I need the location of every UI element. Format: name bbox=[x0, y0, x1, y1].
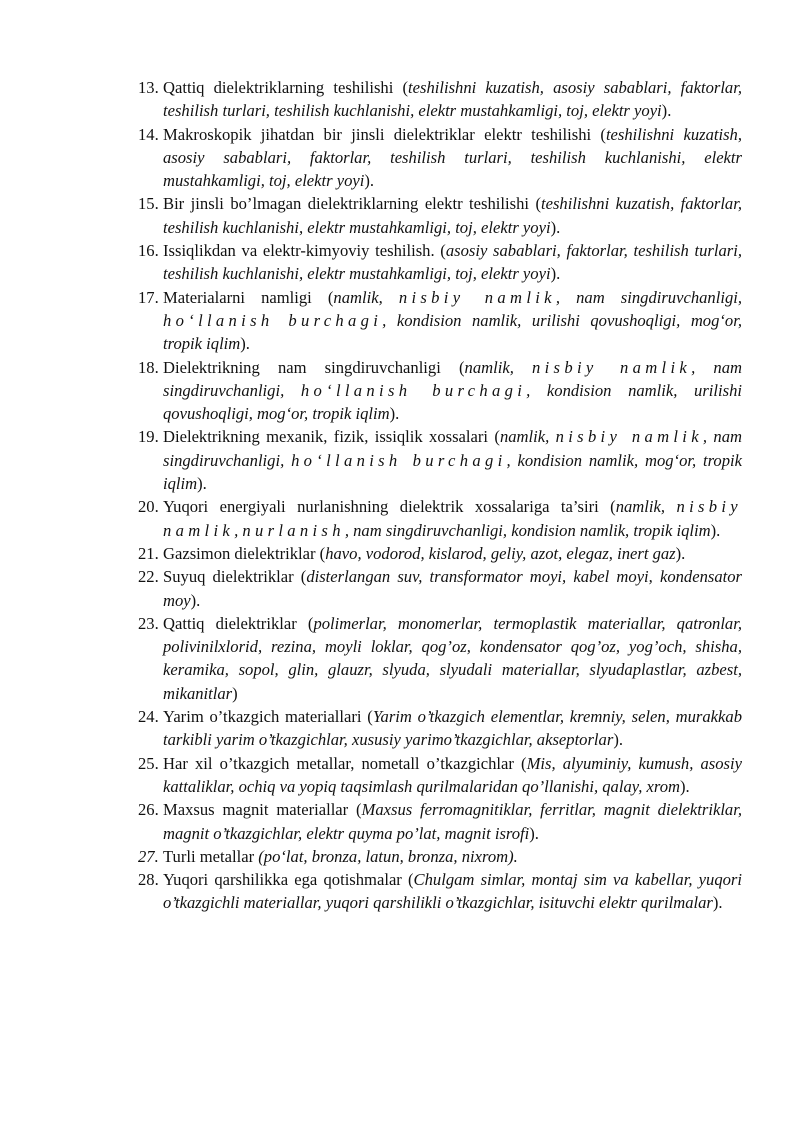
item-detail: teshilishni kuzatish, asosiy sabablari, faktorlar, teshilish turlari, teshilish kuchlanishi, elektr mustahkamligi, toj, elektr yoyi bbox=[163, 78, 742, 121]
item-number: 25. bbox=[138, 753, 159, 773]
item-tail: ). bbox=[389, 404, 400, 424]
item-number: 27. bbox=[138, 846, 159, 866]
item-detail-part-3: , kondision namlik, mog‘or, tropik iqlim bbox=[163, 450, 742, 494]
item-title: Yarim o’tkazgich materiallari ( bbox=[163, 707, 373, 727]
item-title: Qattiq dielektriklar ( bbox=[163, 613, 314, 633]
item-title: Issiqlikdan va elektr-kimyoviy teshilish. ( bbox=[163, 241, 446, 261]
item-title: Maxsus magnit materiallar ( bbox=[163, 800, 362, 820]
item-detail-spaced-1: nisbiy namlik bbox=[532, 357, 692, 377]
item-tail: ). bbox=[550, 217, 561, 237]
item-title: Turli metallar bbox=[163, 846, 259, 866]
list-item-14 bbox=[138, 123, 742, 193]
item-detail-part-2: , nam singdiruvchanligi, bbox=[163, 427, 743, 470]
item-title: Suyuq dielektriklar ( bbox=[163, 567, 307, 587]
item-detail: disterlangan suv, transformator moyi, kabel moyi, kondensator moy bbox=[163, 567, 742, 610]
item-number: 16. bbox=[138, 241, 159, 261]
item-title: Bir jinsli bo’lmagan dielektriklarning elektr teshilishi ( bbox=[163, 194, 541, 214]
list-item-13 bbox=[138, 76, 742, 123]
item-detail-part-3: , kondision namlik, urilishi qovushoqligi, mog‘or, tropik iqlim bbox=[163, 380, 742, 424]
item-detail: Yarim o’tkazgich elementlar, kremniy, selen, murakkab tarkibli yarim o’tkazgichlar, xususiy yarimo’tkazgichlar, akseptorlar bbox=[163, 707, 742, 750]
list-item-24 bbox=[138, 705, 742, 752]
topic-list bbox=[138, 76, 742, 915]
item-detail: havo, vodorod, kislarod, geliy, azot, elegaz, inert gaz bbox=[325, 543, 676, 563]
item-tail: ). bbox=[240, 334, 250, 354]
item-title: Materialarni namligi ( bbox=[163, 287, 334, 307]
item-title: Har xil o’tkazgich metallar, nometall o’tkazgichlar ( bbox=[163, 753, 527, 773]
item-title: Dielektrikning nam singdiruvchanligi ( bbox=[163, 357, 465, 377]
list-item-18 bbox=[138, 356, 742, 426]
item-number: 15. bbox=[138, 194, 159, 214]
list-item-20 bbox=[138, 495, 742, 542]
item-number: 20. bbox=[138, 497, 159, 517]
list-item-16 bbox=[138, 239, 742, 286]
item-tail: ) bbox=[232, 683, 238, 703]
item-number: 18. bbox=[138, 357, 159, 377]
item-detail-part-3: , nam singdiruvchanligi, kondision namlik, tropik iqlim bbox=[344, 520, 711, 540]
item-number: 28. bbox=[138, 870, 159, 890]
list-item-25 bbox=[138, 752, 742, 799]
item-tail: ). bbox=[661, 101, 672, 121]
list-item-17 bbox=[138, 286, 742, 356]
item-detail: (po‘lat, bronza, latun, bronza, nixrom). bbox=[258, 846, 518, 866]
item-detail-part-2: , bbox=[234, 520, 243, 540]
item-title: Qattiq dielektriklarning teshilishi ( bbox=[163, 78, 409, 97]
item-detail-spaced-2: nurlanish bbox=[242, 520, 345, 540]
item-detail-part-1: namlik, bbox=[333, 287, 399, 307]
list-item-28 bbox=[138, 868, 742, 915]
item-detail-part-1: namlik, bbox=[615, 497, 677, 517]
item-title: Makroskopik jihatdan bir jinsli dielektriklar elektr teshilishi ( bbox=[163, 124, 606, 144]
item-detail-spaced-1: nisbiy namlik bbox=[555, 427, 703, 447]
item-detail-part-1: namlik, bbox=[464, 357, 533, 377]
item-number: 14. bbox=[138, 124, 159, 144]
item-number: 22. bbox=[138, 567, 159, 587]
item-tail: ). bbox=[710, 520, 721, 540]
list-item-19 bbox=[138, 425, 742, 495]
item-detail: Chulgam simlar, montaj sim va kabellar, yuqori o’tkazgichli materiallar, yuqori qarshilikli o’tkazgichlar, isituvchi elektr qurilmalar bbox=[163, 870, 742, 913]
item-number: 19. bbox=[138, 427, 159, 447]
item-detail: Mis, alyuminiy, kumush, asosiy kattaliklar, ochiq va yopiq taqsimlash qurilmalaridan qo’llanishi, qalay, xrom bbox=[163, 753, 742, 796]
list-item-22 bbox=[138, 565, 742, 612]
item-number: 26. bbox=[138, 800, 159, 820]
item-number: 23. bbox=[138, 613, 159, 633]
list-item-21 bbox=[138, 542, 742, 565]
item-detail-part-3: , kondision namlik, urilishi qovushoqligi, mog‘or, tropik iqlim bbox=[163, 310, 742, 354]
item-tail: ). bbox=[712, 893, 723, 913]
item-detail: Maxsus ferromagnitiklar, ferritlar, magnit dielektriklar, magnit o’tkazgichlar, elektr quyma po’lat, magnit isrofi bbox=[163, 800, 742, 843]
item-tail: ). bbox=[680, 776, 690, 796]
list-item-23 bbox=[138, 612, 742, 705]
list-item-27 bbox=[138, 845, 742, 868]
item-detail-spaced-1: nisbiy namlik bbox=[163, 497, 742, 540]
item-number: 21. bbox=[138, 543, 159, 563]
item-tail: ). bbox=[197, 474, 207, 494]
item-title: Yuqori qarshilikka ega qotishmalar ( bbox=[163, 870, 414, 890]
item-tail: ). bbox=[190, 590, 201, 610]
item-detail-part-1: namlik, bbox=[499, 427, 556, 447]
item-number: 24. bbox=[138, 707, 159, 727]
item-detail-spaced-2: ho‘llanish burchagi bbox=[300, 380, 527, 400]
item-number: 17. bbox=[138, 287, 159, 307]
item-title: Yuqori energiyali nurlanishning dielektrik xossalariga ta’siri ( bbox=[163, 497, 616, 517]
item-detail: teshilishni kuzatish, asosiy sabablari, faktorlar, teshilish turlari, teshilish kuchlanishi, elektr mustahkamligi, toj, elektr yoyi bbox=[163, 124, 742, 191]
item-tail: ). bbox=[364, 171, 375, 191]
item-title: Dielektrikning mexanik, fizik, issiqlik xossalari ( bbox=[163, 427, 500, 447]
item-title: Gazsimon dielektriklar ( bbox=[163, 543, 326, 563]
list-item-26 bbox=[138, 798, 742, 845]
item-detail: polimerlar, monomerlar, termoplastik materiallar, qatronlar, polivinilxlorid, rezina, moyli loklar, qog’oz, kondensator qog’oz, yog’och, shisha, keramika, sopol, glin, glauzr, slyuda, slyudali materiallar, slyudaplastlar, azbest, mikanitlar bbox=[163, 613, 742, 703]
item-detail-part-2: , nam singdiruvchanligi, bbox=[163, 357, 742, 400]
item-detail-spaced-2: ho‘llanish burchagi bbox=[163, 310, 383, 330]
item-detail-spaced-2: ho‘llanish burchagi bbox=[291, 450, 507, 470]
item-detail-spaced-1: nisbiy namlik bbox=[398, 287, 556, 307]
item-tail: ). bbox=[613, 730, 623, 750]
item-detail: asosiy sabablari, faktorlar, teshilish turlari, teshilish kuchlanishi, elektr mustahkamligi, toj, elektr yoyi bbox=[163, 241, 742, 284]
item-tail: ). bbox=[550, 264, 561, 284]
list-item-15 bbox=[138, 192, 742, 239]
item-detail-part-2: , nam singdiruvchanligi, bbox=[555, 287, 742, 307]
item-tail: ). bbox=[675, 543, 686, 563]
item-detail: teshilishni kuzatish, faktorlar, teshilish kuchlanishi, elektr mustahkamligi, toj, elektr yoyi bbox=[163, 194, 742, 237]
item-number: 13. bbox=[138, 78, 159, 97]
item-tail: ). bbox=[529, 823, 539, 843]
